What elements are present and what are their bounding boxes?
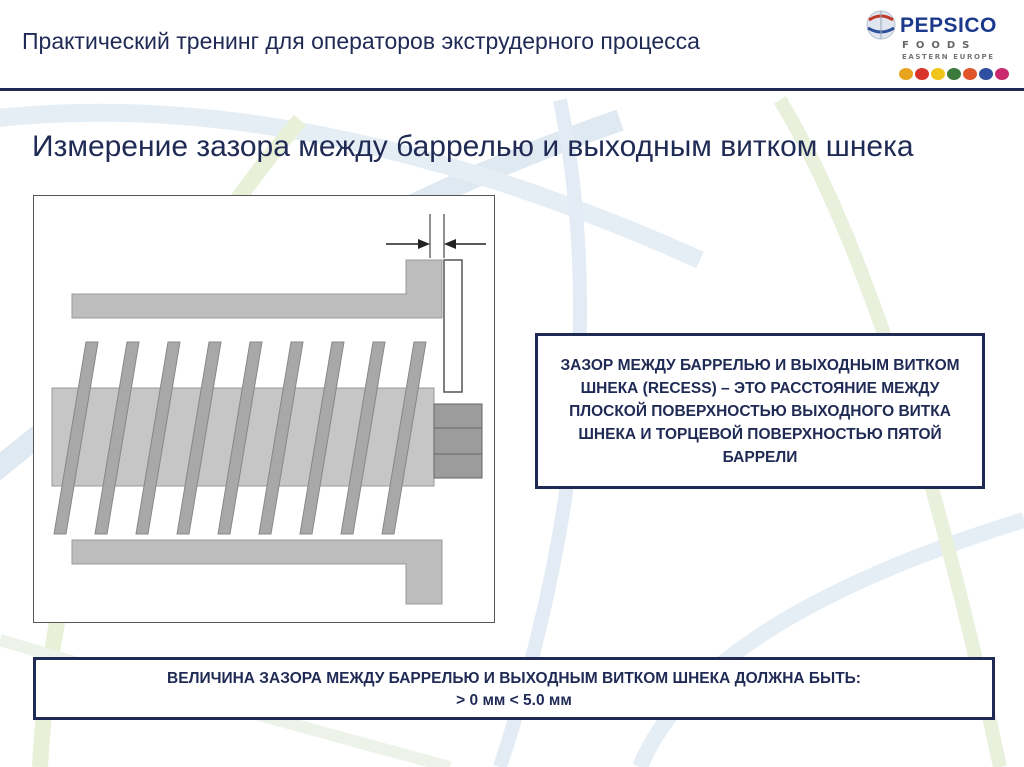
- screw-barrel-diagram: [33, 195, 495, 623]
- definition-box: [535, 333, 985, 489]
- logo-line-region: EASTERN EUROPE: [902, 53, 995, 61]
- definition-text: ЗАЗОР МЕЖДУ БАРРЕЛЬЮ И ВЫХОДНЫМ ВИТКОМ ШНЕКА (RECESS) – ЭТО РАССТОЯНИЕ МЕЖДУ ПЛОСКОЙ ПОВЕРХНОСТЬЮ ВЫХОДНОГО ВИТКА ШНЕКА И ТОРЦЕВОЙ ПОВЕРХНОСТЬЮ ПЯТОЙ БАРРЕЛИ: [560, 356, 960, 466]
- brand-badges-icon: [898, 66, 1018, 82]
- pepsico-logo: [862, 6, 1018, 86]
- header-divider: [0, 88, 1024, 91]
- header-title: Практический тренинг для операторов экструдерного процесса: [22, 28, 700, 54]
- requirement-line-1: ВЕЛИЧИНА ЗАЗОРА МЕЖДУ БАРРЕЛЬЮ И ВЫХОДНЫМ ВИТКОМ ШНЕКА ДОЛЖНА БЫТЬ:: [167, 670, 861, 687]
- logo-line-foods: FOODS: [902, 40, 977, 51]
- requirement-line-2: > 0 мм < 5.0 мм: [456, 692, 572, 709]
- globe-icon: [864, 8, 898, 42]
- requirement-box: [33, 657, 995, 720]
- recess-diagram: [34, 196, 494, 622]
- slide-title: Измерение зазора между баррелью и выходным витком шнека: [32, 130, 914, 163]
- logo-brand: PEPSICO: [900, 14, 997, 37]
